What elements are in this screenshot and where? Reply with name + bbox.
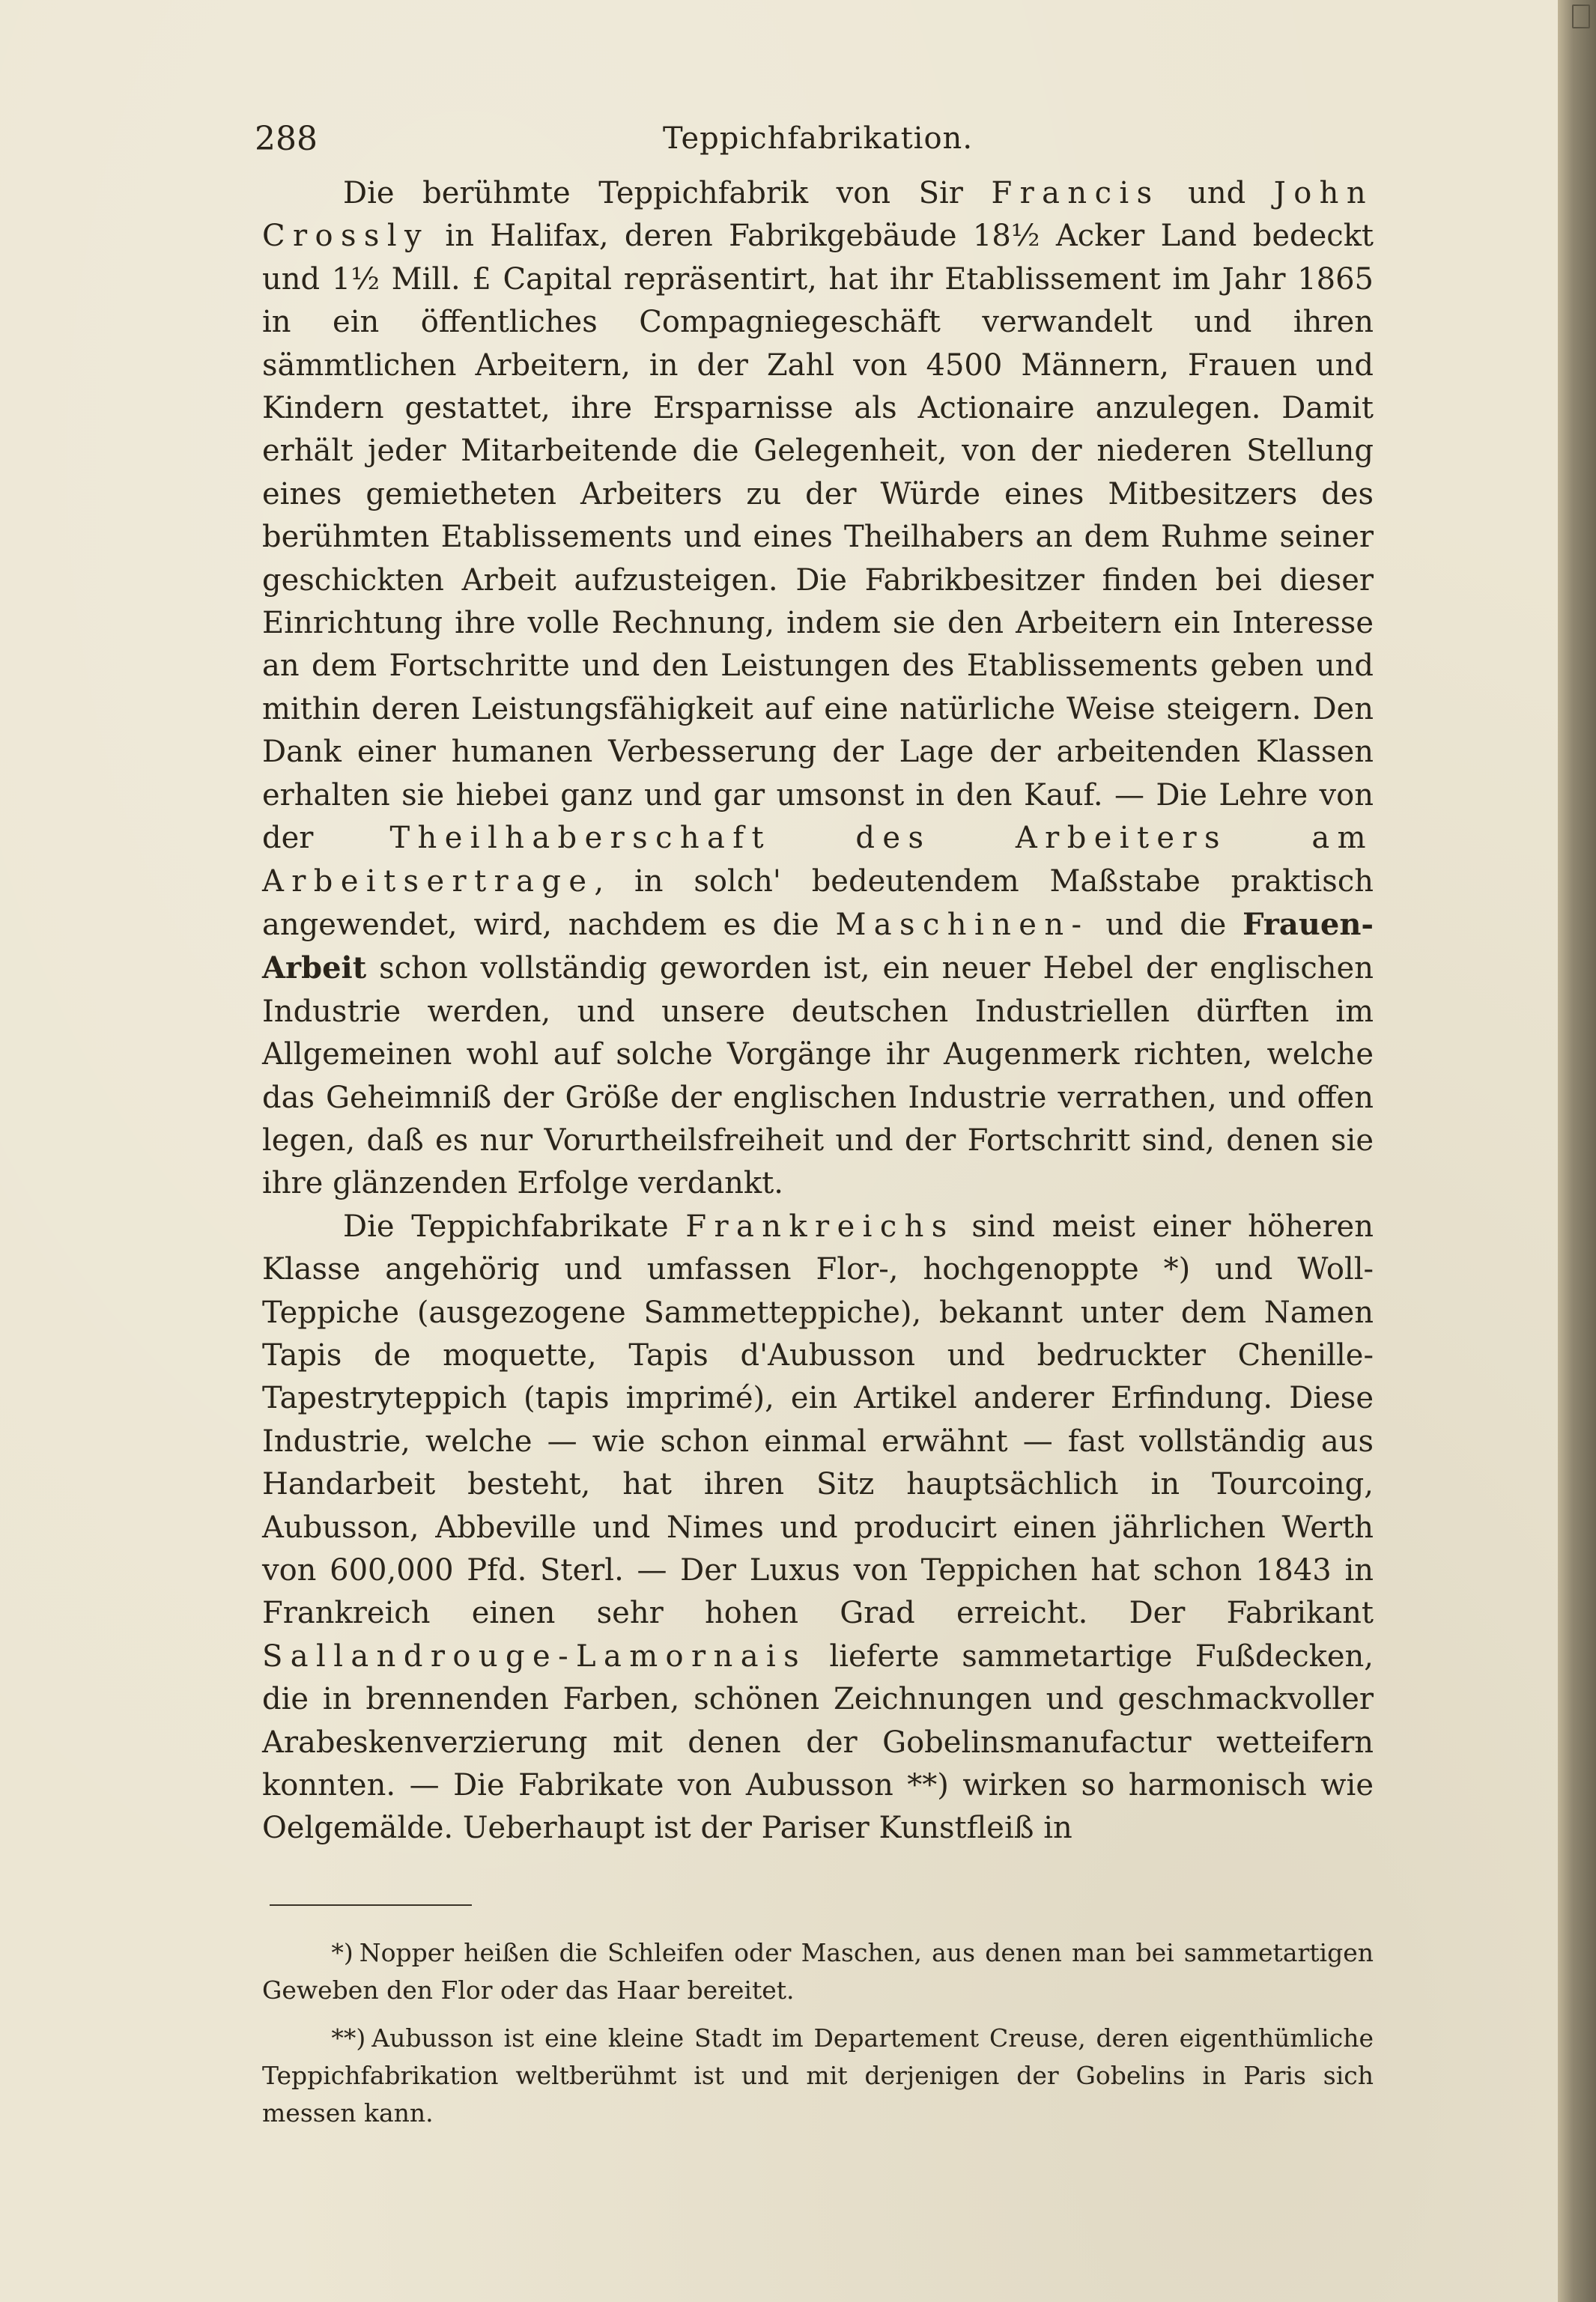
footnote-text: Nopper heißen die Schleifen oder Maschen, aus denen man bei sammetartigen Geweben den Flor oder das Haar bereitet. — [262, 1937, 1374, 2005]
text-segment: Die Teppichfabrikate — [343, 1209, 686, 1244]
paragraph-1 — [262, 172, 1374, 1206]
text-segment: in Halifax, deren Fabrikgebäude 18½ Acker Land bedeckt und 1½ Mill. £ Capital repräsentirt, hat ihr Etablissement im Jahr 1865 in ein öffentliches Compagniegeschäft verwandelt und ihren sämmtlichen Arbeitern, in der Zahl von 4500 Männern, Frauen und Kindern gestattet, ihre Ersparnisse als Actionaire anzulegen. Damit erhält jeder Mitarbeitende die Gelegenheit, von der niederen Stellung eines gemietheten Arbeiters zu der Würde eines Mitbesitzers des berühmten Etablissements und eines Theilhabers an dem Ruhme seiner geschickten Arbeit aufzusteigen. Die Fabrikbesitzer finden bei dieser Einrichtung ihre volle Rechnung, indem sie den Arbeitern ein Interesse an dem Fortschritte und den Leistungen des Etablissements geben und mithin deren Leistungsfähigkeit auf eine natürliche Weise steigern. Den Dank einer humanen Verbesserung der Lage der arbeitenden Klassen erhalten sie hiebei ganz und gar umsonst in den Kauf. — Die Lehre von der — [262, 219, 1374, 856]
footnote-1 — [262, 1934, 1374, 2009]
spaced-emphasis-frankreichs: Frankreichs — [685, 1209, 955, 1244]
text-segment: und — [1159, 176, 1274, 210]
text-segment: , in solch' bedeutendem Maßstabe praktisch angewendet, wird, nachdem es die — [262, 863, 1374, 942]
footnote-marker: **) — [331, 2023, 366, 2053]
body-text — [262, 172, 1374, 1850]
spaced-emphasis-maschinen: Maschinen- — [835, 907, 1090, 942]
running-title: Teppichfabrikation. — [662, 121, 974, 156]
text-segment: und die — [1089, 907, 1243, 942]
footnote-divider — [270, 1904, 472, 1906]
text-block — [255, 112, 1374, 2142]
paragraph-2 — [262, 1206, 1374, 1850]
book-spine-edge — [1558, 0, 1596, 2302]
running-head — [255, 112, 1374, 172]
text-segment: sind meist einer höheren Klasse angehörig und umfassen Flor-, hochgenoppte *) und Woll-Teppiche (ausgezogene Sammetteppiche), bekannt unter dem Namen Tapis de moquette, Tapis d'Aubusson und bedruckter Chenille-Tapestryteppich (tapis imprimé), ein Artikel anderer Erfindung. Diese Industrie, welche — wie schon einmal erwähnt — fast vollständig aus Handarbeit besteht, hat ihren Sitz hauptsächlich in Tourcoing, Aubusson, Abbeville und Nimes und producirt einen jährlichen Werth von 600,000 Pfd. Sterl. — Der Luxus von Teppichen hat schon 1843 in Frankreich einen sehr hohen Grad erreicht. Der Fabrikant — [262, 1209, 1374, 1631]
footnote-2 — [262, 2020, 1374, 2132]
bold-emphasis-frauen-arbeit: Frauen-Arbeit — [262, 906, 1374, 986]
spine-mark — [1572, 4, 1590, 28]
footnotes — [262, 1934, 1374, 2132]
spaced-emphasis-theilhaberschaft: Theilhaberschaft des Arbeiters am Arbeitsertrage — [262, 821, 1374, 899]
spaced-name-francis: Francis — [991, 176, 1160, 210]
text-segment: lieferte sammetartige Fußdecken, die in brennenden Farben, schönen Zeichnungen und geschmackvoller Arabeskenverzierung mit denen der Gobelinsmanufactur wetteifern konnten. — Die Fabrikate von Aubusson **) wirken so harmonisch wie Oelgemälde. Ueberhaupt ist der Pariser Kunstfleiß in — [262, 1639, 1374, 1846]
text-segment: schon vollständig geworden ist, ein neuer Hebel der englischen Industrie werden, und unsere deutschen Industriellen dürften im Allgemeinen wohl auf solche Vorgänge ihr Augenmerk richten, welche das Geheimniß der Größe der englischen Industrie verrathen, und offen legen, daß es nur Vorurtheilsfreiheit und der Fortschritt sind, denen sie ihre glänzenden Erfolge verdankt. — [262, 951, 1374, 1201]
text-segment: Die berühmte Teppichfabrik von Sir — [343, 176, 992, 210]
footnote-text: Aubusson ist eine kleine Stadt im Departement Creuse, deren eigenthümliche Teppichfabrikation weltberühmt ist und mit derjenigen der Gobelins in Paris sich messen kann. — [262, 2023, 1374, 2128]
spaced-name-john-crossly: John Crossly — [262, 176, 1374, 254]
page-number: 288 — [255, 120, 318, 158]
spaced-name-sallandrouge: Sallandrouge-Lamornais — [262, 1639, 807, 1674]
footnote-marker: *) — [331, 1937, 354, 1967]
